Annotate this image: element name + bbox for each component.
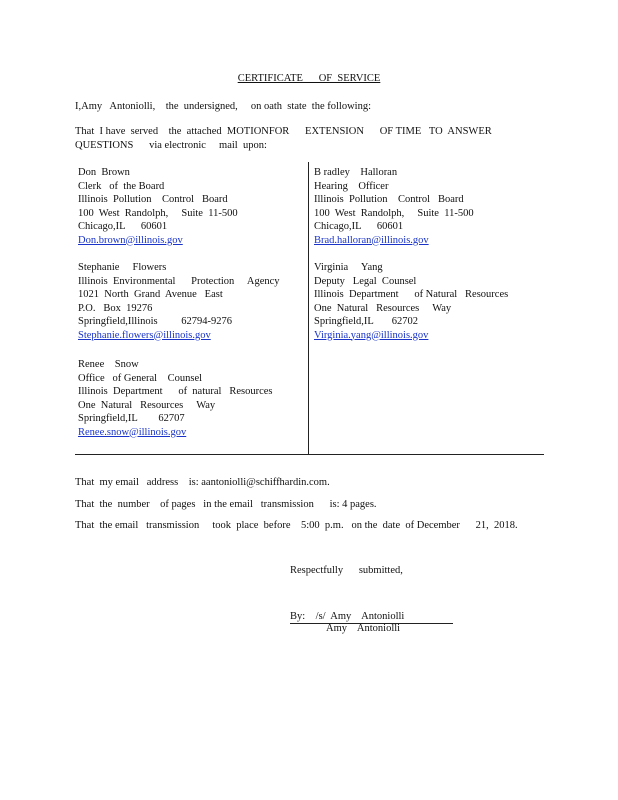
recipient-name: Virginia Yang [314, 262, 383, 273]
closing-text: Respectfully submitted, [290, 565, 403, 576]
transmission-time-statement: That the email transmission took place before 5:00 p.m. on the date of December 21, 2018. [75, 520, 518, 531]
recipient-city: Chicago,IL 60601 [314, 221, 404, 232]
served-statement-line2: QUESTIONS via electronic mail upon: [75, 140, 267, 151]
recipient-org: Illinois Pollution Control Board [78, 194, 228, 205]
recipient-email-link[interactable]: Brad.halloran@illinois.gov [314, 234, 429, 246]
recipient-renee-snow [78, 358, 273, 439]
recipient-address: One Natural Resources Way [78, 399, 216, 411]
recipient-org: Illinois Department of natural Resources [78, 386, 273, 397]
signature-printed-name: Amy Antoniolli [326, 623, 401, 634]
recipient-title: Hearing Officer [314, 180, 389, 192]
recipient-org: Illinois Pollution Control Board [314, 194, 464, 205]
recipient-address: 100 West Randolph, Suite 11-500 [314, 207, 474, 219]
grid-bottom-rule [75, 454, 544, 455]
recipient-city: Springfield,IL 62702 [314, 316, 419, 327]
recipient-email-link[interactable]: Don.brown@illinois.gov [78, 234, 183, 246]
recipient-title: Office of General Counsel [78, 372, 203, 384]
column-divider [308, 162, 309, 454]
recipient-org: Illinois Environmental Protection Agency [78, 275, 280, 287]
recipient-don-brown [78, 166, 238, 247]
recipient-city: Chicago,IL 60601 [78, 221, 168, 232]
recipient-address: 1021 North Grand Avenue East [78, 289, 223, 300]
served-statement-line1: That I have served the attached MOTIONFOR EXTENSION OF TIME TO ANSWER [75, 126, 492, 137]
recipient-bradley-halloran [314, 166, 474, 247]
recipient-virginia-yang [314, 261, 508, 342]
email-address-statement: That my email address is: aantoniolli@schiffhardin.com. [75, 477, 330, 488]
signature-line: By: /s/ Amy Antoniolli [290, 611, 405, 622]
recipient-stephanie-flowers [78, 261, 280, 342]
recipient-name: Renee Snow [78, 359, 139, 370]
pages-statement: That the number of pages in the email transmission is: 4 pages. [75, 499, 377, 510]
recipient-city: Springfield,Illinois 62794-9276 [78, 316, 232, 327]
intro-statement: I,Amy Antoniolli, the undersigned, on oath state the following: [75, 101, 372, 112]
recipient-address: 100 West Randolph, Suite 11-500 [78, 207, 238, 219]
recipient-name: Don Brown [78, 167, 130, 178]
recipient-title: Deputy Legal Counsel [314, 275, 417, 287]
recipient-address: One Natural Resources Way [314, 302, 452, 314]
recipient-po-box: P.O. Box 19276 [78, 302, 153, 314]
recipient-email-link[interactable]: Renee.snow@illinois.gov [78, 426, 187, 438]
document-title: CERTIFICATE OF SERVICE [237, 73, 381, 84]
recipient-org: Illinois Department of Natural Resources [314, 289, 509, 300]
recipient-city: Springfield,IL 62707 [78, 413, 185, 424]
recipient-email-link[interactable]: Stephanie.flowers@illinois.gov [78, 329, 211, 341]
recipient-email-link[interactable]: Virginia.yang@illinois.gov [314, 329, 429, 341]
recipient-name: B radley Halloran [314, 167, 398, 178]
recipient-name: Stephanie Flowers [78, 262, 167, 273]
recipient-title: Clerk of the Board [78, 180, 165, 192]
